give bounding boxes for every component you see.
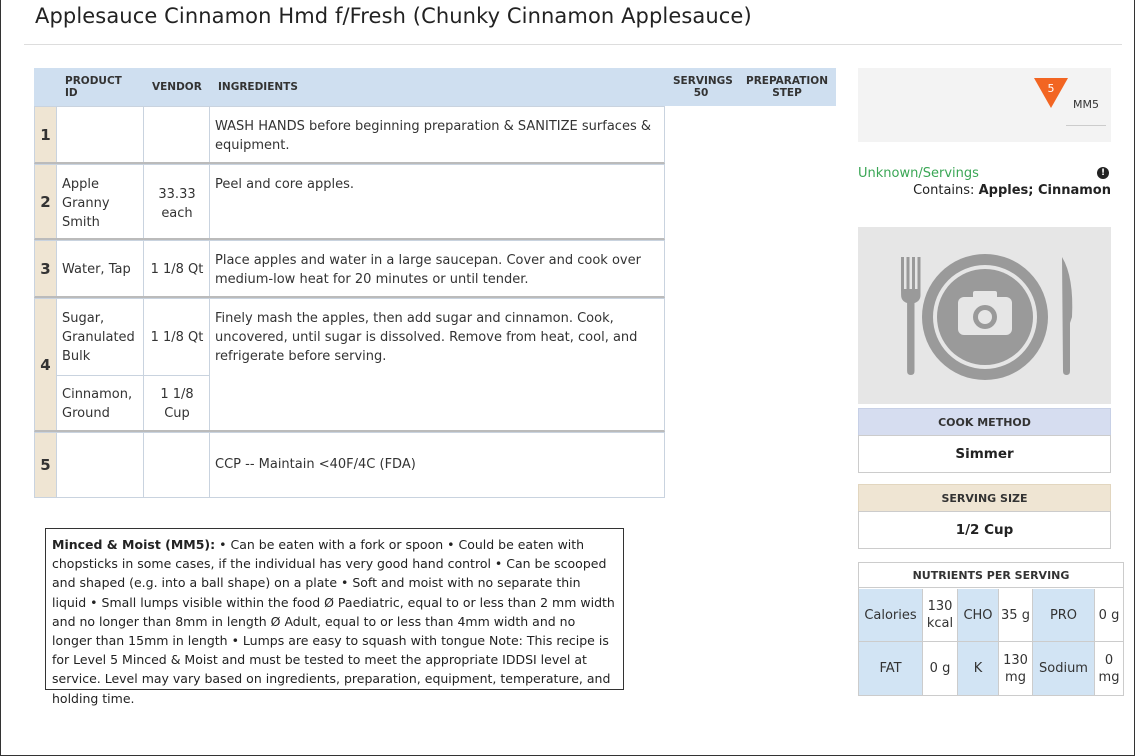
ingredient-amount: 1 1/8 Qt (150, 330, 204, 345)
nutrients-title: NUTRIENTS PER SERVING (859, 563, 1123, 588)
step-number: 1 (35, 107, 56, 162)
nutrient-value: 130 mg (999, 642, 1033, 695)
ingredient-amount: 1 1/8 Qt (150, 262, 204, 277)
step-instruction: Place apples and water in a large saucepan. Cover and cook over medium-low heat for 20 minutes or until tender. (215, 253, 641, 287)
step-instruction: WASH HANDS before beginning preparation & SANITIZE surfaces & equipment. (215, 119, 651, 153)
ingredient-name: Sugar, Granulated Bulk (62, 311, 135, 364)
iddsi-level-box (858, 68, 1111, 142)
title-divider (24, 44, 1122, 45)
note-label: Minced & Moist (MM5): (52, 537, 216, 552)
step-instruction: CCP -- Maintain <40F/4C (FDA) (215, 457, 416, 472)
nutrient-label: Calories (859, 589, 923, 642)
step-row (34, 164, 665, 240)
vendor-cell (144, 107, 210, 162)
page-title: Applesauce Cinnamon Hmd f/Fresh (Chunky Cinnamon Applesauce) (35, 4, 752, 28)
ingredient-amount: 33.33 each (158, 187, 196, 221)
recipe-photo-placeholder (858, 227, 1111, 404)
contains-label: Contains: (913, 183, 975, 198)
product-id-cell (56, 107, 144, 162)
nutrient-value: 0 g (1095, 589, 1123, 642)
step-number: 2 (35, 165, 56, 238)
header-preparation-step: PREPARATION STEP (746, 75, 828, 99)
step-row (34, 240, 665, 298)
nutrient-value: 0 mg (1098, 652, 1120, 685)
plate-camera-placeholder-icon (858, 227, 1111, 404)
ingredient-name: Water, Tap (62, 262, 131, 277)
iddsi-level-number: 5 (1047, 82, 1055, 95)
cook-method-label: COOK METHOD (858, 408, 1111, 436)
ingredient-divider (56, 375, 210, 376)
serving-size-value: 1/2 Cup (858, 511, 1111, 549)
serving-size-label: SERVING SIZE (858, 484, 1111, 512)
ingredient-amount: 1 1/8 Cup (160, 387, 194, 421)
step-row (34, 106, 665, 164)
header-vendor: VENDOR (152, 81, 202, 93)
cook-method-value: Simmer (858, 435, 1111, 473)
iddsi-underline (1066, 125, 1106, 126)
header-product-id: PRODUCT ID (65, 75, 122, 99)
step-row (34, 298, 665, 432)
step-number: 5 (35, 433, 56, 497)
header-servings: SERVINGS 50 (673, 75, 733, 99)
nutrient-label: PRO (1033, 589, 1095, 642)
step-instruction: Peel and core apples. (215, 177, 354, 192)
ingredient-name: Apple Granny Smith (62, 177, 110, 230)
header-ingredients: INGREDIENTS (218, 81, 298, 93)
nutrient-label: FAT (859, 642, 923, 695)
step-instruction: Finely mash the apples, then add sugar and cinnamon. Cook, uncovered, until sugar is dissolved. Remove from heat, cool, and refrigerate before serving. (215, 311, 638, 364)
nutrient-value: 35 g (999, 589, 1033, 642)
table-header (34, 68, 836, 106)
nutrient-label: CHO (958, 589, 999, 642)
contains-items: Apples; Cinnamon (978, 183, 1111, 198)
nutrient-label: Sodium (1033, 642, 1095, 695)
step-row (34, 432, 665, 498)
texture-note (45, 528, 624, 706)
cost-per-serving: Unknown/Servings (858, 166, 979, 181)
nutrient-label: K (958, 642, 999, 695)
note-text: • Can be eaten with a fork or spoon • Could be eaten with chopsticks in some cases, if the individual has very good hand control • Can be scooped and shaped (e.g. into a ball shape) on a plate • Soft and moist with no separate thin liquid • Small lumps visible within the food Ø Paediatric, equal to or less than 2 mm width and no longer than 8mm in length Ø Adult, equal to or less than 4mm width and no longer than 15mm in length • Lumps are easy to squash with tongue Note: This recipe is for Level 5 Minced & Moist and must be tested to meet the appropriate IDDSI level at service. Level may vary based on ingredients, preparation, equipment, temperature, and holding time. (52, 537, 615, 706)
step-number: 4 (35, 299, 56, 430)
vendor-cell (144, 433, 210, 497)
nutrient-value: 130 kcal (923, 589, 958, 642)
ingredient-name: Cinnamon, Ground (62, 387, 133, 421)
iddsi-code: MM5 (1073, 98, 1099, 111)
allergen-alert-icon[interactable]: ! (1097, 167, 1109, 179)
nutrients-table (858, 562, 1124, 696)
step-number: 3 (35, 241, 56, 296)
nutrient-value: 0 g (923, 642, 958, 695)
allergen-contains (911, 182, 1111, 200)
product-id-cell (56, 433, 144, 497)
